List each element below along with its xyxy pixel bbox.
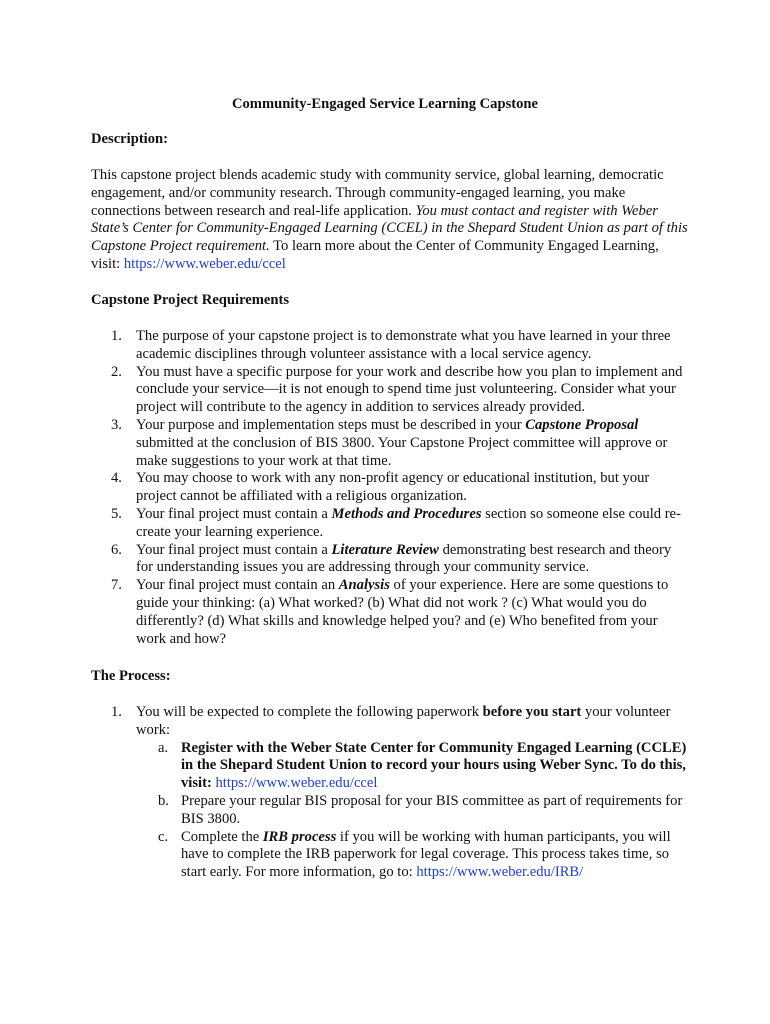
item-letter: c. xyxy=(158,828,169,845)
item-number: 7. xyxy=(111,577,122,594)
item-number: 1. xyxy=(111,328,122,344)
item-emphasis: Methods and Procedures xyxy=(331,505,482,522)
page-title: Community-Engaged Service Learning Capstone xyxy=(231,96,539,112)
register-instruction: Register with the Weber State Center for Community Engaged Learning (CCLE) in the Shepard Student Union to record your hours using Weber Sync. To do this, visit: xyxy=(181,739,687,792)
item-letter: b. xyxy=(158,792,169,809)
item-text-post: demonstrating best research and theory for understanding issues you are addressing through your community service. xyxy=(136,541,672,576)
item-text-post: submitted at the conclusion of BIS 3800. Your Capstone Project committee will approve or make suggestions to your work at that time. xyxy=(136,434,668,469)
process-heading: The Process: xyxy=(91,668,171,684)
sub-list-item xyxy=(136,793,691,829)
list-item xyxy=(91,577,691,648)
item-text-post: if you will be working with human participants, you will have to complete the IRB paperwork for legal coverage. This process takes time, so start early. For more information, go to: xyxy=(181,828,671,881)
description-heading: Description: xyxy=(91,131,169,147)
item-text: You must have a specific purpose for your work and describe how you plan to implement and conclude your service—it is not enough to spend time just volunteering. Consider what your project will contribute to the agency in addition to services already provided. xyxy=(136,363,683,416)
item-text: Prepare your regular BIS proposal for your BIS committee as part of requirements for BIS 3800. xyxy=(181,792,683,827)
list-item xyxy=(91,542,691,578)
item-number: 1. xyxy=(111,704,122,720)
requirements-heading: Capstone Project Requirements xyxy=(91,292,290,308)
item-text-post: section so someone else could re-create your learning experience. xyxy=(136,505,681,540)
description-paragraph xyxy=(91,167,691,274)
item-number: 2. xyxy=(111,363,122,380)
item-text: Your final project must contain a xyxy=(136,505,332,522)
item-text: You will be expected to complete the following paperwork xyxy=(136,704,483,720)
description-text: This capstone project blends academic study with community service, global learning, democratic engagement, and/or community research. Through community-engaged learning, you make connections between research and real-life application. xyxy=(91,167,664,219)
item-text: Your final project must contain an xyxy=(136,577,339,594)
item-text-post: of your experience. Here are some questions to guide your thinking: (a) What worked? (b) What did not work ? (c) What would you do differently? (d) What skills and knowledge helped you? and (e) Who benefited from your work and how? xyxy=(136,577,669,647)
item-emphasis: Literature Review xyxy=(331,541,439,558)
requirements-list xyxy=(91,328,691,648)
item-emphasis: Analysis xyxy=(338,577,390,594)
process-list xyxy=(91,704,691,882)
list-item xyxy=(91,506,691,542)
item-text: Your purpose and implementation steps must be described in your xyxy=(136,416,526,433)
list-item xyxy=(91,364,691,417)
item-emphasis: Capstone Proposal xyxy=(525,416,639,433)
item-number: 4. xyxy=(111,470,122,487)
sub-list-item xyxy=(136,740,691,793)
irb-link[interactable]: https://www.weber.edu/IRB/ xyxy=(416,864,584,881)
list-item xyxy=(91,704,691,882)
description-italic-note: You must contact and register with Weber State’s Center for Community-Engaged Learning (CCEL) in the Shepard Student Union as part of this Capstone Project requirement. xyxy=(91,202,688,255)
item-text-post: your volunteer work: xyxy=(136,704,671,738)
list-item xyxy=(91,328,691,364)
item-text: Complete the xyxy=(181,828,263,845)
list-item xyxy=(91,417,691,470)
list-item xyxy=(91,470,691,506)
item-emphasis: IRB process xyxy=(262,828,337,845)
description-text-2: To learn more about the Center of Community Engaged Learning, visit: xyxy=(91,238,659,272)
item-number: 5. xyxy=(111,505,122,522)
item-number: 3. xyxy=(111,416,122,433)
item-text: The purpose of your capstone project is to demonstrate what you have learned in your three academic disciplines through volunteer assistance with a local service agency. xyxy=(136,328,671,362)
process-sub-list xyxy=(136,740,691,882)
item-bold: before you start xyxy=(482,704,582,720)
item-text: You may choose to work with any non-profit agency or educational institution, but your project cannot be affiliated with a religious organization. xyxy=(136,470,650,505)
ccel-link[interactable]: https://www.weber.edu/ccel xyxy=(123,255,286,272)
item-text: Your final project must contain a xyxy=(136,541,332,558)
item-number: 6. xyxy=(111,541,122,558)
sub-list-item xyxy=(136,829,691,882)
ccel-link-2[interactable]: https://www.weber.edu/ccel xyxy=(215,775,378,792)
item-letter: a. xyxy=(158,739,169,756)
